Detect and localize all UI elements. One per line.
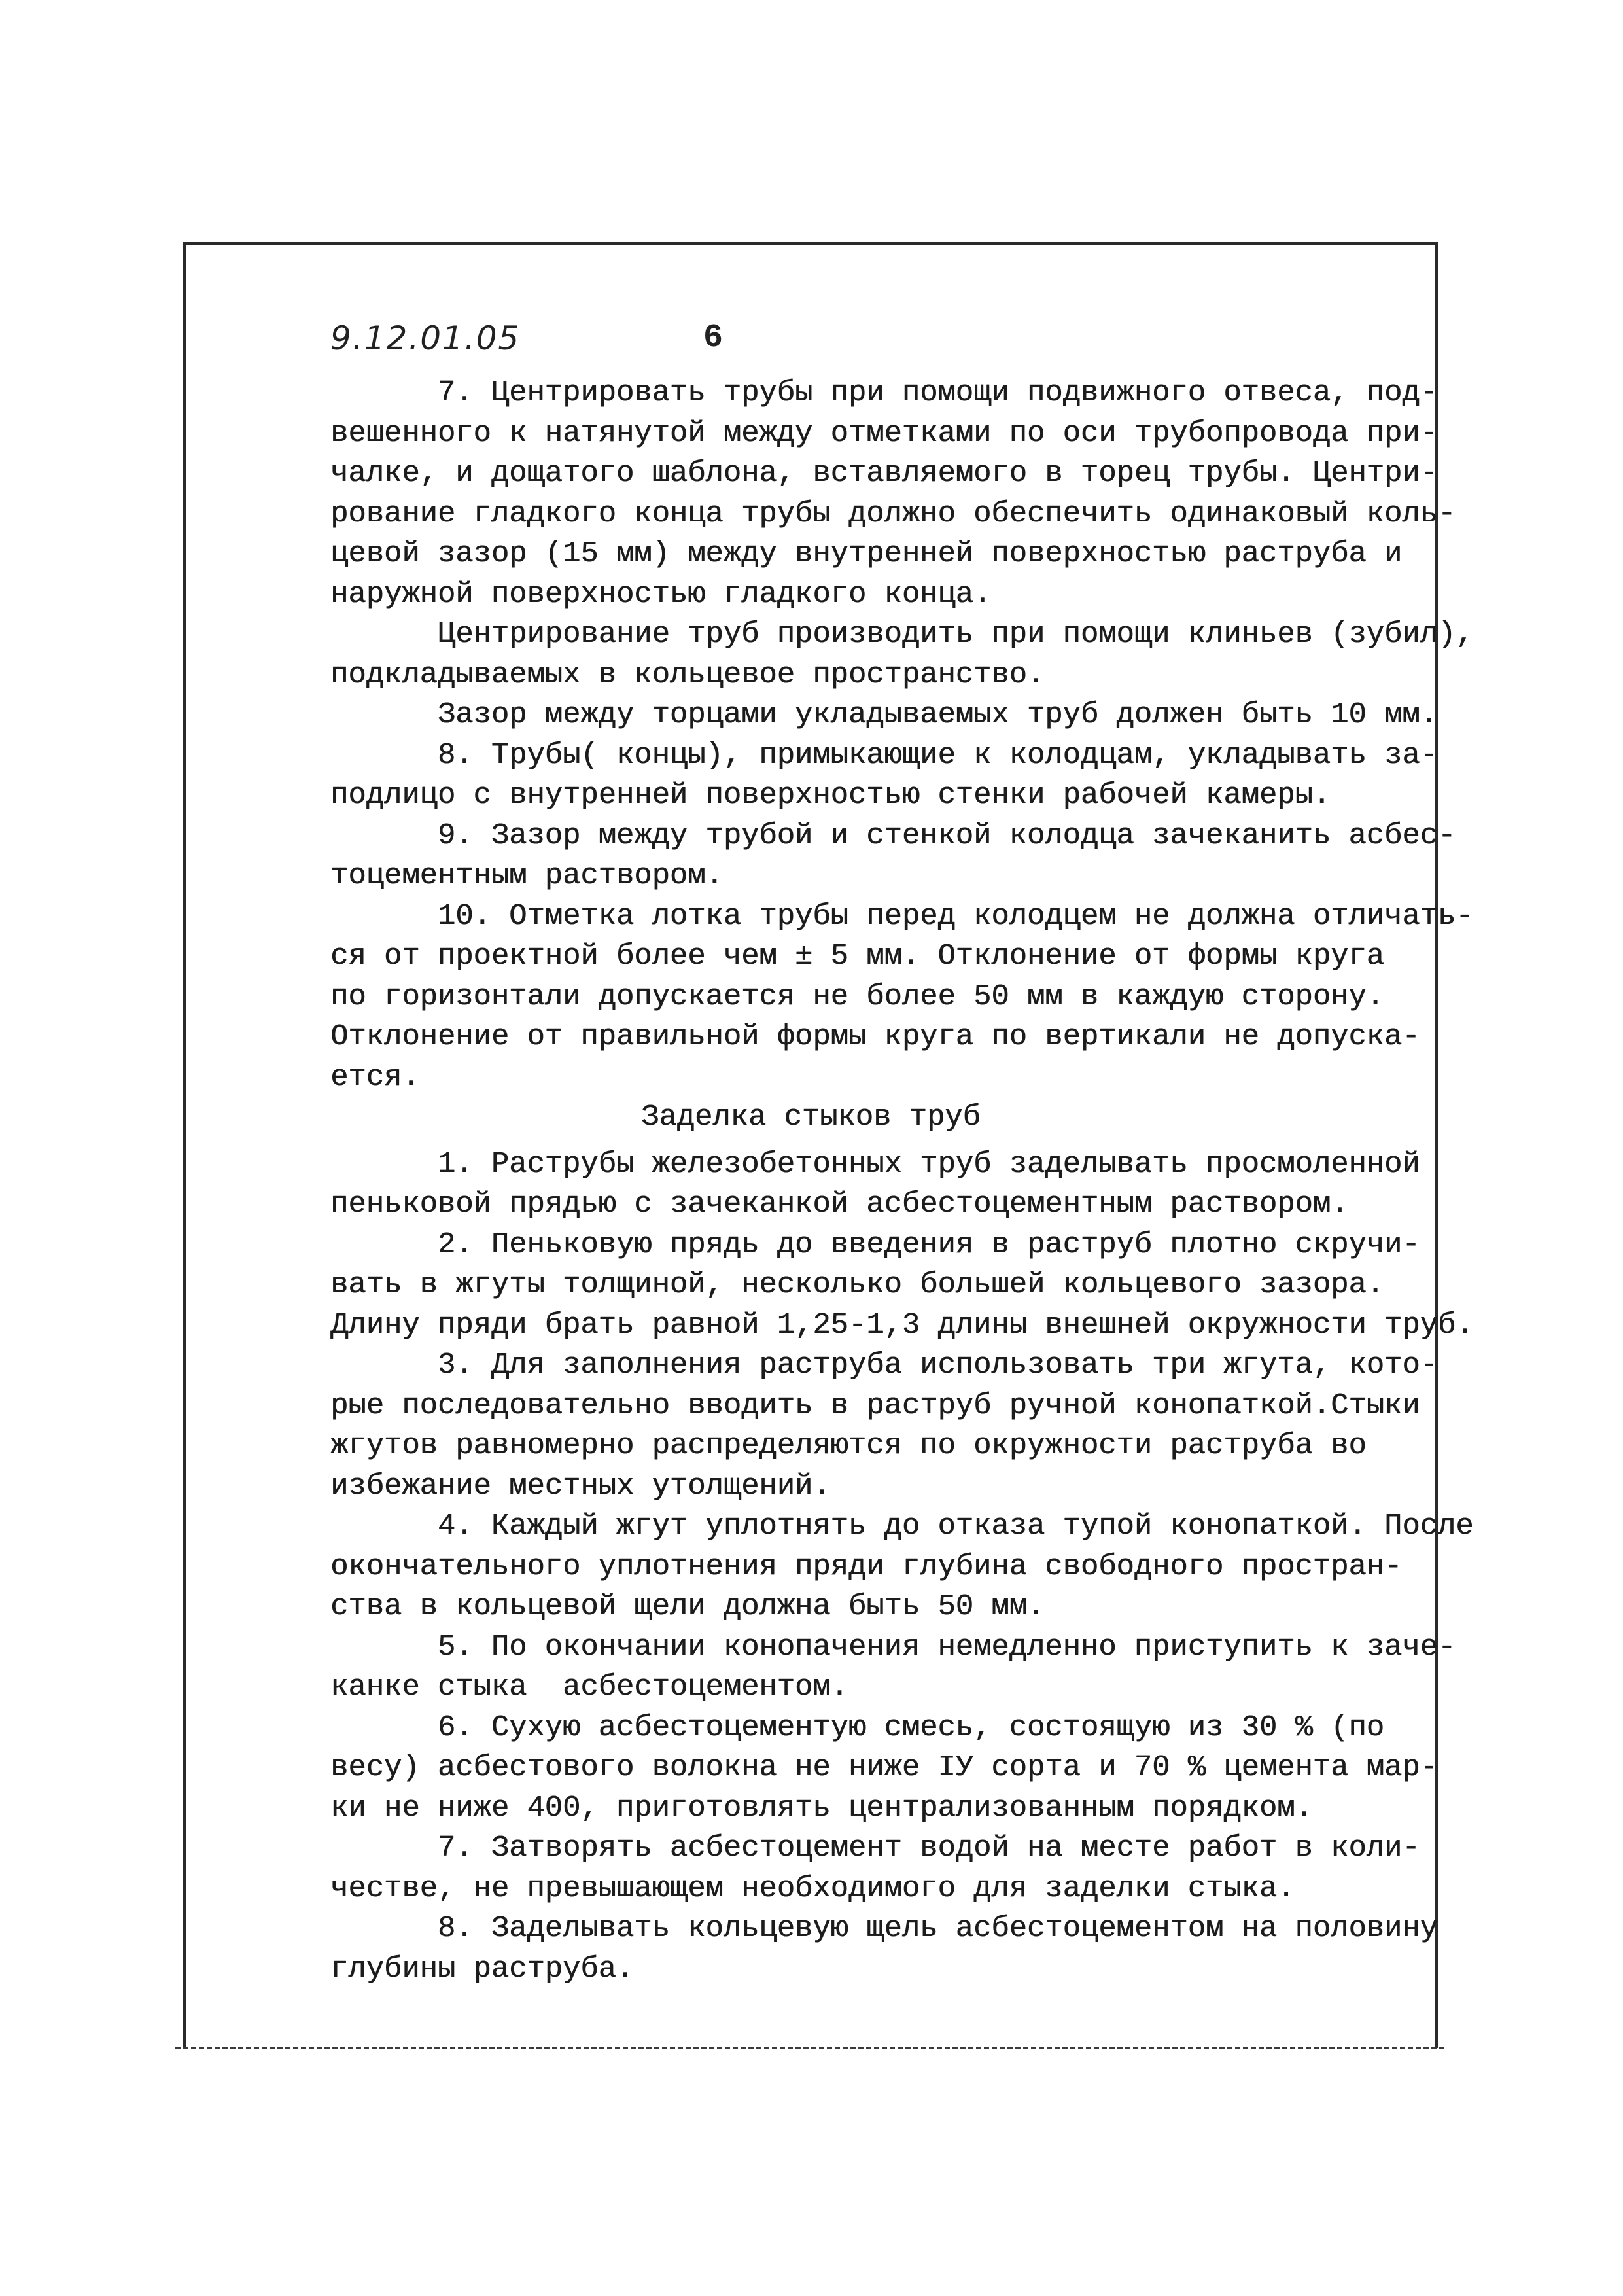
text-line: чалке, и дощатого шаблона, вставляемого в торец трубы. Центри- bbox=[330, 456, 1438, 490]
text-line: подкладываемых в кольцевое пространство. bbox=[330, 657, 1045, 692]
text-line: пеньковой прядью с зачеканкой асбестоцементным раствором. bbox=[330, 1187, 1349, 1221]
text-line: 1. Раструбы железобетонных труб заделывать просмоленной bbox=[330, 1146, 1420, 1181]
text-line: 6. Сухую асбестоцементую смесь, состоящую из 30 % (по bbox=[330, 1710, 1384, 1744]
text-line: 10. Отметка лотка трубы перед колодцем не должна отличать- bbox=[330, 898, 1474, 933]
text-line: Зазор между торцами укладываемых труб должен быть 10 мм. bbox=[330, 698, 1438, 732]
page-number: 6 bbox=[703, 319, 724, 357]
text-line: наружной поверхностью гладкого конца. bbox=[330, 576, 992, 611]
text-line: 4. Каждый жгут уплотнять до отказа тупой конопаткой. После bbox=[330, 1509, 1474, 1543]
text-line: окончательного уплотнения пряди глубина свободного простран- bbox=[330, 1549, 1403, 1583]
text-line: ется. bbox=[330, 1059, 420, 1094]
document-code: 9.12.01.05 bbox=[330, 319, 521, 357]
text-line: рые последовательно вводить в раструб ручной конопаткой.Стыки bbox=[330, 1388, 1420, 1422]
text-line: 2. Пеньковую прядь до введения в раструб плотно скручи- bbox=[330, 1227, 1420, 1262]
text-line: 8. Трубы( концы), примыкающие к колодцам, укладывать за- bbox=[330, 737, 1438, 772]
text-line: Отклонение от правильной формы круга по вертикали не допуска- bbox=[330, 1019, 1420, 1053]
text-line: вешенного к натянутой между отметками по оси трубопровода при- bbox=[330, 415, 1438, 450]
text-line: весу) асбестового волокна не ниже IУ сорта и 70 % цемента мар- bbox=[330, 1750, 1438, 1784]
text-line: 7. Затворять асбестоцемент водой на месте работ в коли- bbox=[330, 1831, 1420, 1865]
text-line: Длину пряди брать равной 1,25-1,3 длины внешней окружности труб. bbox=[330, 1307, 1474, 1342]
document-body bbox=[330, 373, 1474, 1989]
text-line: рование гладкого конца трубы должно обеспечить одинаковый коль- bbox=[330, 496, 1456, 531]
text-line: цевой зазор (15 мм) между внутренней поверхностью раструба и bbox=[330, 537, 1403, 571]
frame-bottom-dashed-line bbox=[175, 2047, 1444, 2049]
text-line: ства в кольцевой щели должна быть 50 мм. bbox=[330, 1589, 1045, 1623]
text-line: 5. По окончании конопачения немедленно приступить к заче- bbox=[330, 1629, 1456, 1664]
text-line: избежание местных утолщений. bbox=[330, 1468, 831, 1503]
text-line: Центрирование труб производить при помощи клиньев (зубил), bbox=[330, 617, 1474, 651]
text-line: ки не ниже 400, приготовлять централизованным порядком. bbox=[330, 1790, 1313, 1825]
text-line: ся от проектной более чем ± 5 мм. Отклонение от формы круга bbox=[330, 939, 1384, 973]
text-line: жгутов равномерно распределяются по окружности раструба во bbox=[330, 1428, 1367, 1462]
text-line: вать в жгуты толщиной, несколько большей кольцевого зазора. bbox=[330, 1267, 1384, 1301]
text-line: честве, не превышающем необходимого для заделки стыка. bbox=[330, 1871, 1295, 1905]
text-line: канке стыка асбестоцементом. bbox=[330, 1670, 848, 1704]
text-line: подлицо с внутренней поверхностью стенки рабочей камеры. bbox=[330, 778, 1331, 812]
text-line: 7. Центрировать трубы при помощи подвижного отвеса, под- bbox=[330, 376, 1438, 410]
text-line: 3. Для заполнения раструба использовать три жгута, кото- bbox=[330, 1348, 1438, 1382]
section-heading: Заделка стыков труб bbox=[641, 1100, 981, 1134]
text-line: глубины раструба. bbox=[330, 1951, 635, 1986]
text-line: 9. Зазор между трубой и стенкой колодца зачеканить асбес- bbox=[330, 818, 1456, 853]
text-line: тоцементным раствором. bbox=[330, 858, 724, 892]
text-line: по горизонтали допускается не более 50 мм в каждую сторону. bbox=[330, 979, 1384, 1014]
text-line: 8. Заделывать кольцевую щель асбестоцементом на половину bbox=[330, 1911, 1438, 1945]
